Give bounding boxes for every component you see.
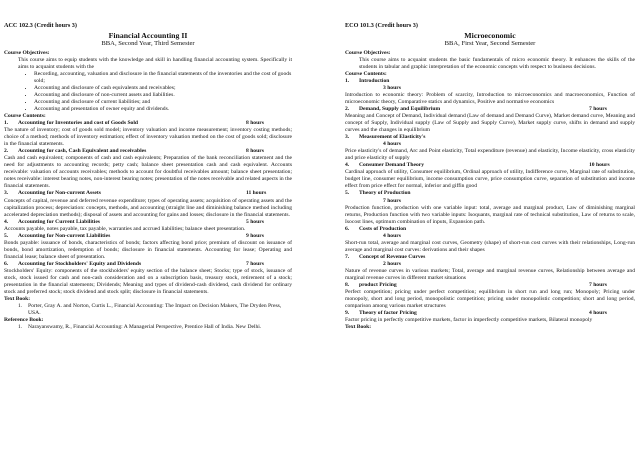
unit-number: 9. — [345, 310, 350, 317]
textbook-text: Porter, Gray A. and Norton, Curtis L., Financial Accounting: The Impact on Decision Makers, The Dryden Press, USA. — [28, 303, 282, 317]
unit-description: Meaning and Concept of Demand, Individual demand (Law of demand and Demand Curve), Market demand curve, Meaning and concept of Supply, Individual supply (Law of Supply and Supply Curve), Market supply curve, shifts in demand and supply curves and the changes in equilibrium — [345, 112, 635, 134]
objectives-heading: Course Objectives: — [345, 49, 391, 56]
unit-number: 2. — [345, 105, 350, 112]
unit-description: Accounts payable, notes payable, tax payable, warranties and accrued liabilities; balance sheet presentation. — [4, 225, 246, 232]
unit-section — [345, 310, 635, 324]
unit-title: Demand, Supply and Equilibrium — [359, 105, 441, 112]
unit-title: Theory of factor Pricing — [359, 310, 417, 317]
unit-number: 6. — [345, 225, 350, 232]
unit-title: Introduction — [359, 77, 390, 84]
unit-title: Consumer Demand Theory — [359, 162, 425, 169]
unit-number: 5. — [345, 190, 350, 197]
objective-item: • Recording, accounting, valuation and disclosure in the financial statements of the inventories and the cost of goods sold; — [34, 71, 292, 85]
unit-hours: 7 hours — [246, 260, 264, 267]
unit-hours: 10 hours — [589, 162, 610, 169]
unit-number: 5. — [4, 232, 9, 239]
unit-title: Costs of Production — [359, 225, 407, 232]
textbook-heading: Text Book: — [4, 296, 31, 303]
unit-title: Concept of Revenue Curves — [359, 253, 426, 260]
unit-number: 1. — [345, 77, 350, 84]
unit-section — [4, 219, 292, 233]
unit-title: Accounting for Inventories and cost of Goods Sold — [18, 120, 139, 127]
unit-hours: 8 hours — [246, 148, 264, 155]
unit-number: 2. — [4, 148, 9, 155]
unit-section — [345, 190, 635, 225]
unit-hours: 7 hours — [589, 282, 607, 289]
unit-hours: 11 hours — [246, 190, 267, 197]
reference-number: 1. — [18, 324, 23, 331]
unit-hours: 7 hours — [383, 197, 401, 204]
unit-number: 4. — [4, 218, 9, 225]
course-column-microeconomics — [345, 22, 635, 331]
reference-text: Narayanswamy, R., Financial Accounting: A Managerial Perspective, Prentice Hall of India. New Delhi. — [28, 324, 262, 331]
unit-section — [345, 78, 635, 106]
unit-title: Accounting for Non-current Liabilities — [18, 232, 111, 239]
textbook-entry — [4, 303, 292, 317]
unit-title: Accounting for Stockholders' Equity and Dividends — [18, 260, 142, 267]
objective-item: • Accounting and disclosure of current liabilities; and — [34, 99, 292, 106]
unit-section — [4, 148, 292, 190]
unit-description: Price elasticity's of demand, Arc and Point elasticity, Total expenditure (revenue) and elasticity, Income elasticity, cross elasticity and price elasticity of supply — [345, 148, 635, 162]
unit-title: Theory of Production — [359, 190, 411, 197]
unit-section — [4, 261, 292, 296]
unit-section — [4, 120, 292, 148]
unit-description: Factor pricing in perfectly competitive markets, factor in imperfectly competitive markets, Bilateral monopoly — [345, 317, 593, 324]
objectives-list — [4, 71, 292, 113]
objectives-heading: Course Objectives: — [4, 49, 50, 56]
unit-section — [345, 106, 635, 134]
unit-number: 1. — [4, 120, 9, 127]
unit-section — [345, 162, 635, 190]
unit-description: Cash and cash equivalent; components of cash and cash equivalents; Preparation of the bank reconciliation statement and the need for adjustments to accounting records; petty cash; balance sheet presentation cash and cash equivalent. Accounts receivable: valuation of accounts receivables; methods to account for doubtful receivables amount; balance sheet presentation; notes receivable: interest bearing notes, non-interest bearing notes; presentation of the notes receivable and related aspects in the financial statements. — [4, 155, 292, 190]
unit-hours: 4 hours — [383, 232, 401, 239]
unit-section — [345, 226, 635, 254]
unit-title: product Pricing — [359, 282, 397, 289]
course-code: ECO 101.3 (Credit hours 3) — [345, 22, 418, 29]
unit-title: Accounting for Current Liabilities — [18, 218, 100, 225]
unit-section — [345, 282, 635, 310]
unit-section — [4, 190, 292, 218]
unit-description: Short-run total, average and marginal cost curves, Geometry (shape) of short-run cost curves with their relationships, Long-run average and marginal cost curves: derivations and their shapes — [345, 239, 635, 253]
unit-hours: 3 hours — [383, 84, 401, 91]
unit-section — [345, 134, 635, 162]
unit-number: 3. — [4, 190, 9, 197]
unit-hours: 7 hours — [589, 105, 607, 112]
unit-section — [4, 233, 292, 261]
reference-heading: Reference Book: — [4, 317, 44, 324]
unit-description: Nature of revenue curves in various markets; Total, average and marginal revenue curves, Relationship between average and marginal revenue curves in different market situations — [345, 268, 635, 282]
unit-title: Accounting for Non-current Assets — [18, 190, 101, 197]
unit-number: 3. — [345, 134, 350, 141]
unit-description: Introduction to economic theory: Problem of scarcity, Introduction to microeconomics and macroeconomics, Function of microeconomic theory, Comparative statics and dynamics, Positive and normative economics — [345, 91, 635, 105]
contents-heading: Course Contents: — [4, 112, 46, 119]
unit-description: Bonds payable: issuance of bonds, characteristics of bonds; factors affecting bond price; premium of discount on issuance of bonds, bond amortization, redemption of bonds; disclosure in financial statements. Accounting for lease; Operating and financial lease; balance sheet of presentation. — [4, 239, 292, 260]
unit-description: The nature of inventory; cost of goods sold model; inventory valuation and income measurement; inventory costing methods; choice of a method; methods of inventory estimation; effect of inventory valuation method on the cost of goods sold; disclosure in the financial statements. — [4, 127, 292, 148]
course-column-accounting — [4, 22, 292, 331]
unit-number: 4. — [345, 162, 350, 169]
course-subtitle: BBA, Second Year, Third Semester — [101, 40, 195, 48]
unit-description: Perfect competition; pricing under perfect competition; equilibrium in short run and long run; Monopoly; Pricing under monopoly, short and long period, monopolistic competition; pricing under monopolistic competition; short and long period, comparison among various market structures — [345, 289, 635, 310]
unit-hours: 4 hours — [589, 310, 607, 317]
unit-title: Measurement of Elasticity's — [359, 134, 426, 141]
textbook-heading: Text Book: — [345, 324, 372, 331]
contents-heading: Course Contents: — [345, 70, 387, 77]
unit-description: Stockholders' Equity: components of the stockholders' equity section of the balance sheet; Stocks; type of stock, issuance of stock, stock issued for cash and non-cash consideration and on a subscription basis, treasury stock, retirement of a stock; presentation in the financial statements; Dividends; Meaning and types of dividend-cash dividend, cash dividend for ordinary stock and preferred stock; stock dividend and stock split; disclosure in financial statements. — [4, 268, 292, 296]
unit-section — [345, 254, 635, 282]
course-title: Financial Accounting II — [108, 31, 188, 41]
objectives-intro: This course aims to equip students with the knowledge and skill in handling financial accounting system. Specifically it aims to acquaint students with the — [18, 56, 292, 70]
objective-item: • Accounting and disclosure of cash equivalents and receivables; — [34, 85, 292, 92]
textbook-number: 1. — [18, 303, 23, 310]
unit-number: 6. — [4, 260, 9, 267]
objective-item: • Accounting and disclosure of non-current assets and liabilities. — [34, 92, 292, 99]
unit-hours: 2 hours — [383, 260, 401, 267]
objective-item: • Accounting and presentation of owner equity and dividends. — [34, 106, 292, 113]
unit-number: 8. — [345, 282, 350, 289]
objectives-intro: This course aims to acquaint students the basic fundamentals of micro economic theory. It enhances the skills of the students in tabular and graphic interpretation of the economic concepts with respect to business decisions. — [359, 56, 635, 70]
unit-description: Concepts of capital, revenue and deferred revenue expenditure; types of operating assets; acquisition of operating assets and the capitalization process; depreciation: concepts, methods, and accounting (straight line and diminishing balance method including accelerated depreciation methods); disposal of assets and accounting for gains and losses; disclosure in the financial statements. — [4, 197, 292, 218]
reference-entry — [4, 324, 292, 331]
unit-hours: 9 hours — [246, 232, 264, 239]
unit-hours: 8 hours — [246, 120, 264, 127]
unit-description: Cardinal approach of utility, Consumer equilibrium, Ordinal approach of utility, Indifference curve, Marginal rate of substitution, budget line, consumer equilibrium, income consumption curve, price consumption curve, separation of substitution and income effect from price effect for normal, inferior and giffin good — [345, 169, 635, 190]
course-subtitle: BBA, First Year, Second Semester — [444, 40, 536, 48]
unit-description: Production function, production with one variable input: total, average and marginal product, Law of diminishing marginal returns, Production function with two variable inputs: Isoquants, marginal rate of technical substitution, Law of returns to scale, Isocost lines, optimum combination of inputs, Expansion path. — [345, 204, 635, 225]
course-title: Microeconomic — [464, 31, 516, 41]
unit-hours: 4 hours — [383, 141, 401, 148]
unit-hours: 5 hours — [246, 218, 264, 225]
unit-number: 7. — [345, 253, 350, 260]
course-code: ACC 102.3 (Credit hours 3) — [4, 22, 77, 29]
unit-title: Accounting for cash, Cash Equivalent and receivables — [18, 148, 147, 155]
